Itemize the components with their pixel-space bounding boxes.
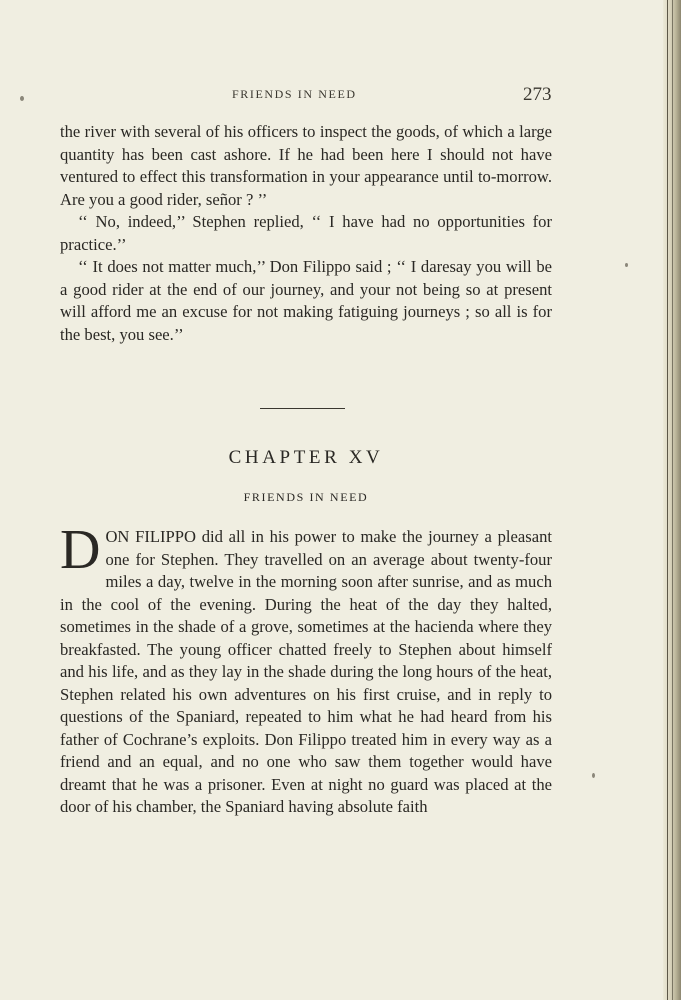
paragraph: ‘‘ It does not matter much,’’ Don Filippo said ; ‘‘ I daresay you will be a good rider at the end of our journey, and your not being so at present will afford me an excuse for not making fatiguing journeys ; so all is for the best, you see.’’ [60,257,552,344]
chapter-text: ON FILIPPO did all in his power to make the journey a pleasant one for Stephen. They travelled on an average about twenty-four miles a day, twelve in the morning soon after sunrise, and as much in the cool of the evening. During the heat of the day they halted, sometimes in the shade of a grove, sometimes at the hacienda where they breakfasted. The young officer chatted freely to Stephen about himself and his life, and as they lay in the shade during the long hours of the heat, Stephen related his own adventures on his first cruise, and in reply to questions of the Spaniard, repeated to him what he had heard from his father of Cochrane’s exploits. Don Filippo treated him in every way as a friend and an equal, and no one who saw them together would have dreamt that he was a prisoner. Even at night no guard was placed at the door of his chamber, the Spaniard having absolute faith [60,527,552,816]
paragraph: ‘‘ No, indeed,’’ Stephen replied, ‘‘ I have had no opportunities for practice.’’ [60,212,552,254]
page-edge-line [667,0,668,1000]
section-divider [260,408,345,409]
chapter-title: CHAPTER XV [228,447,384,468]
chapter-subtitle: FRIENDS IN NEED [243,490,369,504]
paper-speck [625,263,628,267]
paper-speck [592,773,595,778]
page-edge-line [672,0,673,1000]
page-number: 273 [523,84,552,105]
running-head: FRIENDS IN NEED [232,87,357,101]
paper-speck [20,96,24,101]
chapter-body [60,519,552,819]
continued-text [60,121,552,346]
paragraph: the river with several of his officers to inspect the goods, of which a large quantity has been cast ashore. If he had been here I should not have ventured to effect this transformation in your appearance until to-morrow. Are you a good rider, señor ? ’’ [60,122,552,209]
drop-cap: D [60,519,101,581]
chapter-first-paragraph [60,519,552,819]
